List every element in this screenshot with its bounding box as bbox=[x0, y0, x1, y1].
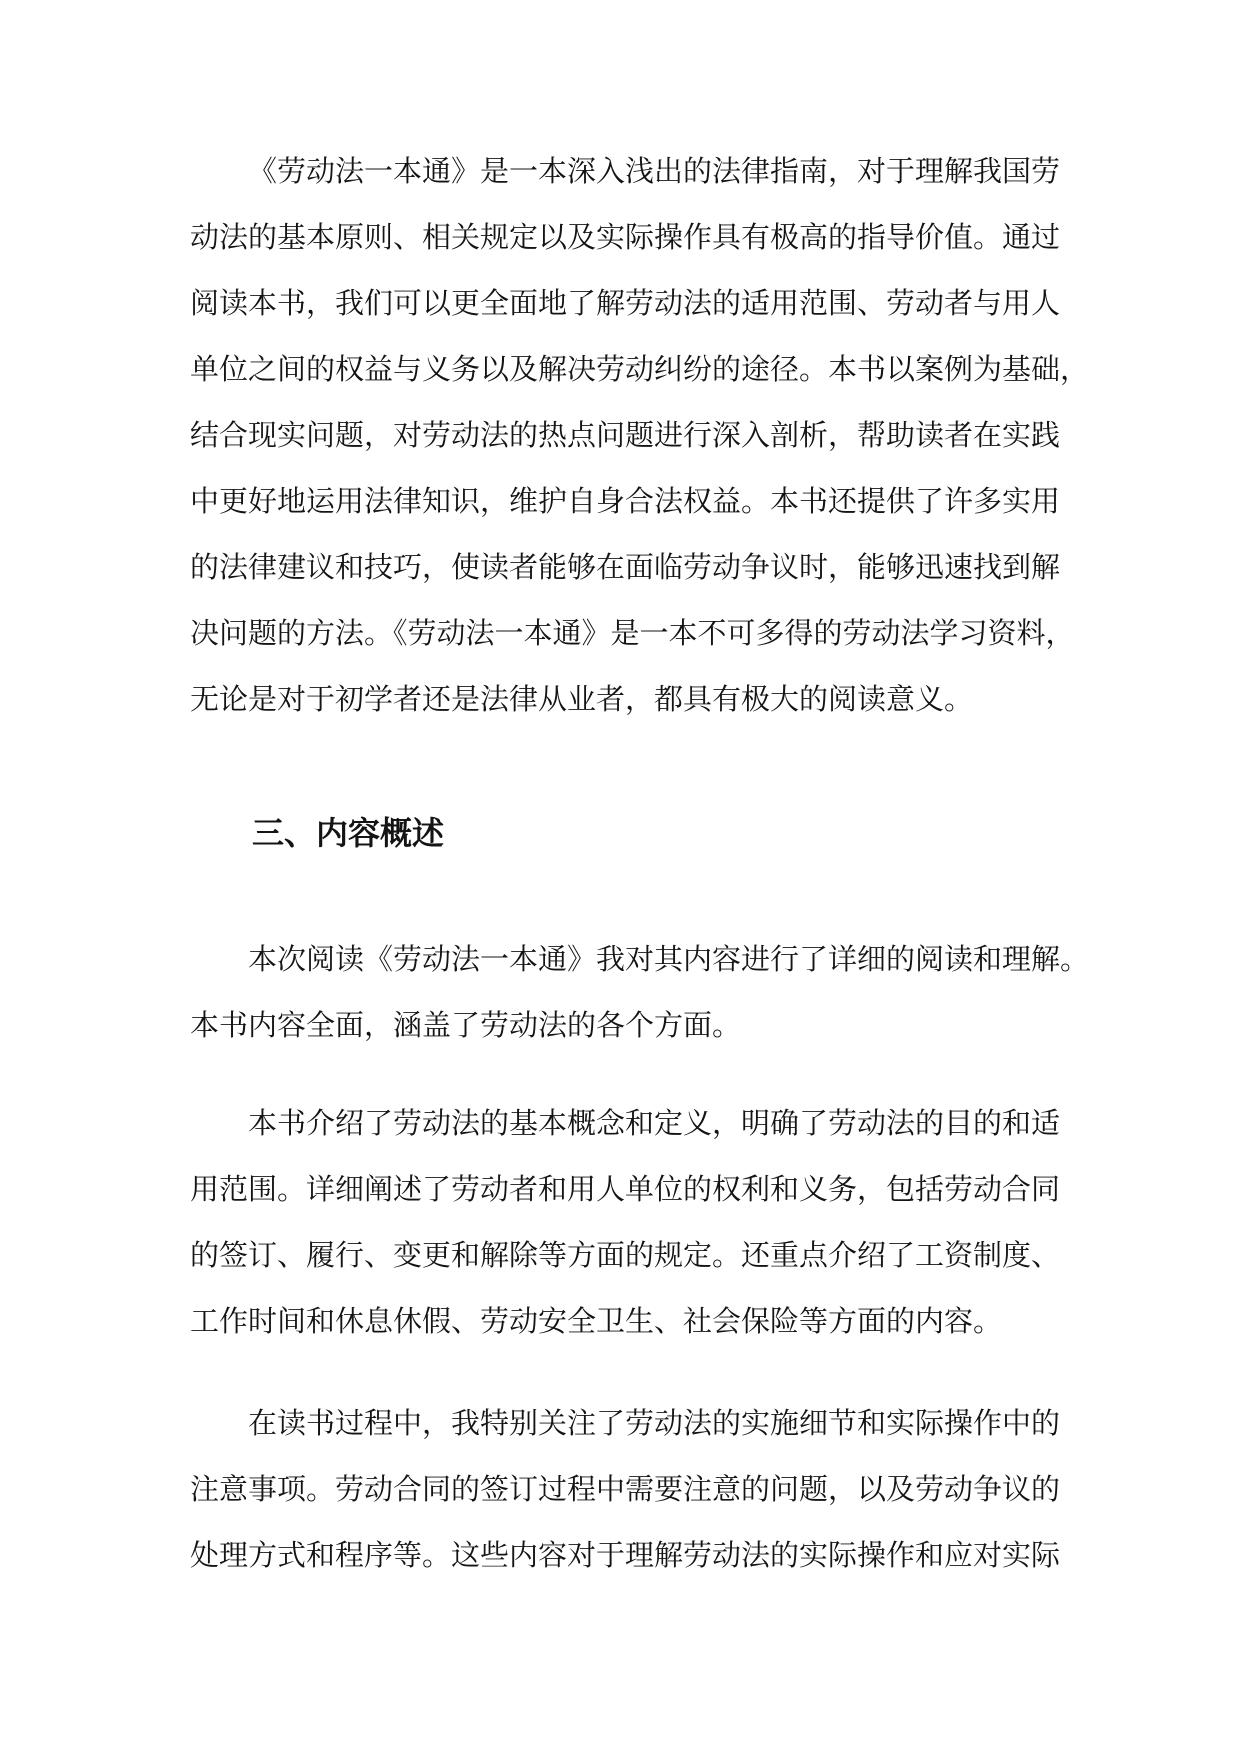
text-line: 处理方式和程序等。这些内容对于理解劳动法的实际操作和应对实际 bbox=[190, 1538, 1061, 1572]
text-line: 本书内容全面，涵盖了劳动法的各个方面。 bbox=[190, 1008, 742, 1042]
text-line: 本次阅读《劳动法一本通》我对其内容进行了详细的阅读和理解。 bbox=[248, 942, 1090, 976]
paragraph-intro bbox=[190, 138, 1090, 732]
paragraph-overview bbox=[190, 926, 1090, 1058]
text-line: 在读书过程中，我特别关注了劳动法的实施细节和实际操作中的 bbox=[248, 1406, 1061, 1440]
text-line: 中更好地运用法律知识，维护自身合法权益。本书还提供了许多实用 bbox=[190, 484, 1061, 518]
text-line: 的法律建议和技巧，使读者能够在面临劳动争议时，能够迅速找到解 bbox=[190, 550, 1061, 584]
text-line: 工作时间和休息休假、劳动安全卫生、社会保险等方面的内容。 bbox=[190, 1304, 1003, 1338]
text-line: 动法的基本原则、相关规定以及实际操作具有极高的指导价值。通过 bbox=[190, 220, 1061, 254]
text-line: 的签订、履行、变更和解除等方面的规定。还重点介绍了工资制度、 bbox=[190, 1238, 1061, 1272]
text-line: 注意事项。劳动合同的签订过程中需要注意的问题，以及劳动争议的 bbox=[190, 1472, 1061, 1506]
paragraph-focus bbox=[190, 1390, 1070, 1588]
paragraph-contents bbox=[190, 1090, 1070, 1354]
text-line: 阅读本书，我们可以更全面地了解劳动法的适用范围、劳动者与用人 bbox=[190, 286, 1061, 320]
text-line: 无论是对于初学者还是法律从业者，都具有极大的阅读意义。 bbox=[190, 682, 974, 716]
text-line: 用范围。详细阐述了劳动者和用人单位的权利和义务，包括劳动合同 bbox=[190, 1172, 1061, 1206]
text-line: 结合现实问题，对劳动法的热点问题进行深入剖析，帮助读者在实践 bbox=[190, 418, 1061, 452]
section-heading bbox=[252, 808, 1132, 858]
text-line: 本书介绍了劳动法的基本概念和定义，明确了劳动法的目的和适 bbox=[248, 1106, 1061, 1140]
text-line: 决问题的方法。《劳动法一本通》是一本不可多得的劳动法学习资料， bbox=[190, 616, 1075, 650]
text-line: 《劳动法一本通》是一本深入浅出的法律指南，对于理解我国劳 bbox=[248, 154, 1061, 188]
text-line: 单位之间的权益与义务以及解决劳动纠纷的途径。本书以案例为基础， bbox=[190, 352, 1090, 386]
section-heading-text: 三、内容概述 bbox=[252, 814, 445, 852]
